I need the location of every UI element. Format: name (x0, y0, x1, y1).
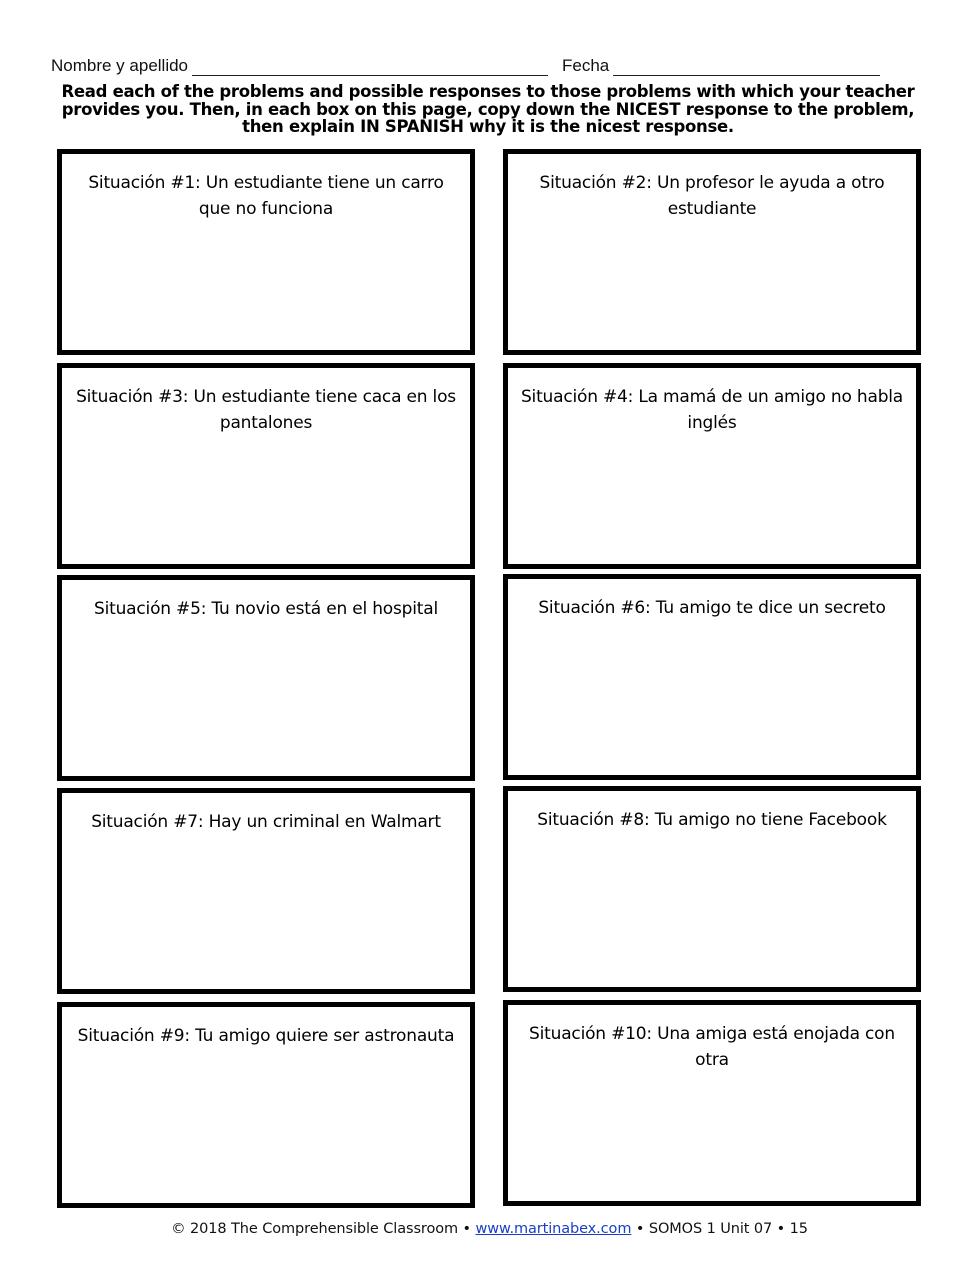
situation-text: Situación #2: Un profesor le ayuda a otro estudiante (539, 173, 885, 219)
copyright-text: © 2018 The Comprehensible Classroom (171, 1221, 459, 1237)
name-label: Nombre y apellido (51, 56, 189, 75)
situation-box-8[interactable] (503, 786, 921, 992)
footer (0, 1221, 979, 1237)
date-label: Fecha (562, 56, 610, 75)
bullet-separator: • (462, 1221, 471, 1237)
bullet-separator: • (776, 1221, 786, 1237)
situation-text: Situación #4: La mamá de un amigo no habla inglés (520, 387, 904, 433)
situation-text: Situación #9: Tu amigo quiere ser astronauta (77, 1026, 455, 1046)
situation-text: Situación #3: Un estudiante tiene caca en los pantalones (76, 387, 456, 433)
website-link[interactable]: www.martinabex.com (475, 1221, 632, 1237)
situation-text: Situación #7: Hay un criminal en Walmart (91, 812, 441, 832)
instructions: Read each of the problems and possible responses to those problems with which your teacher provides you. Then, in each box on this page, copy down the NICEST response to the problem, then explain IN SPANISH why it is the nicest response. (61, 82, 915, 136)
situation-box-2[interactable] (503, 149, 921, 355)
situation-box-3[interactable] (57, 363, 475, 569)
unit-label: SOMOS 1 Unit 07 (648, 1221, 773, 1237)
date-field[interactable] (613, 58, 880, 76)
situation-box-10[interactable] (503, 1000, 921, 1206)
name-field[interactable] (192, 58, 548, 76)
situation-text: Situación #8: Tu amigo no tiene Facebook (537, 810, 887, 830)
situation-box-9[interactable] (57, 1002, 475, 1208)
situation-text: Situación #10: Una amiga está enojada con otra (529, 1024, 895, 1070)
situation-box-4[interactable] (503, 363, 921, 569)
page-number: 15 (789, 1221, 808, 1237)
situation-box-5[interactable] (57, 575, 475, 781)
situation-box-1[interactable] (57, 149, 475, 355)
situation-text: Situación #5: Tu novio está en el hospital (94, 599, 438, 619)
situation-box-6[interactable] (503, 574, 921, 780)
bullet-separator: • (635, 1221, 645, 1237)
situation-text: Situación #6: Tu amigo te dice un secreto (538, 598, 886, 618)
situation-box-7[interactable] (57, 788, 475, 994)
name-date-line (51, 52, 927, 76)
situation-text: Situación #1: Un estudiante tiene un carro que no funciona (88, 173, 444, 219)
